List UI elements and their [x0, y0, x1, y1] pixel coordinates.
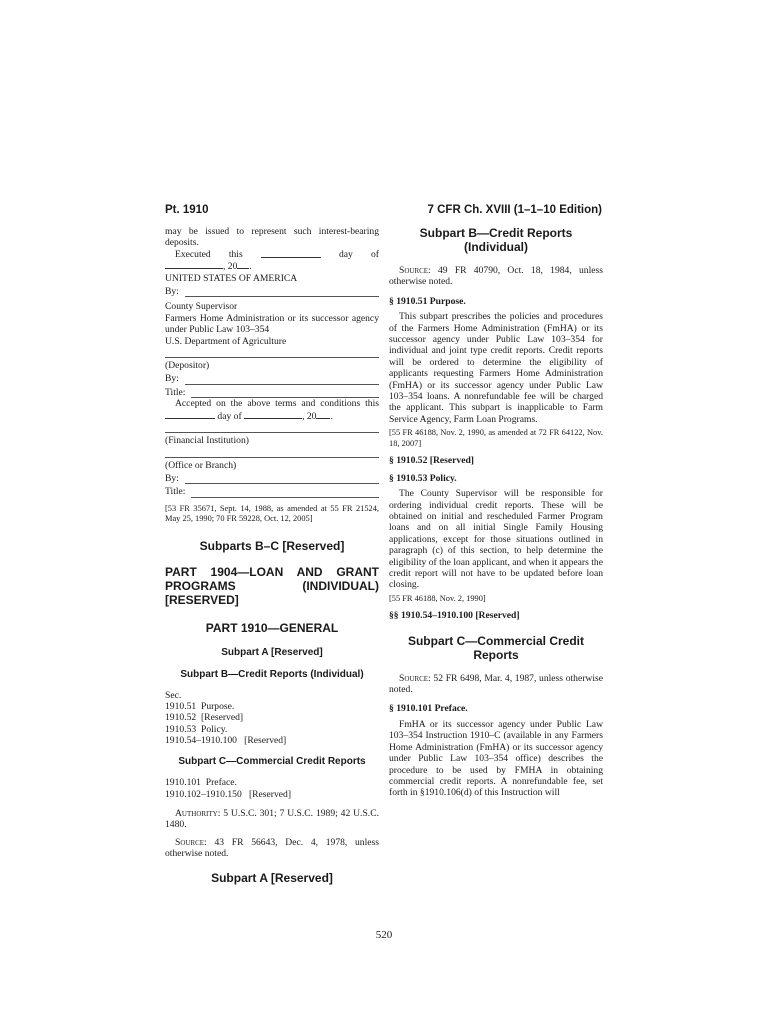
accepted-year-blank[interactable]	[316, 410, 330, 419]
executed-line	[165, 249, 379, 260]
executed-of: of	[371, 248, 379, 260]
running-header-left: Pt. 1910	[165, 204, 209, 216]
depositor-signature-line[interactable]	[165, 347, 379, 358]
part-1904-heading: PART 1904—LOAN AND GRANT PROGRAMS (INDIVIDUAL) [RESERVED]	[165, 564, 379, 607]
year-blank[interactable]	[237, 260, 249, 269]
accepted-month-blank[interactable]	[244, 410, 302, 419]
toc-subpart-b	[165, 690, 379, 746]
part-1910-heading: PART 1910—GENERAL	[205, 620, 339, 635]
deposit-paragraph: may be issued to represent such interest-bearing deposits.	[165, 226, 379, 249]
by3-line	[185, 474, 379, 484]
right-column	[389, 226, 603, 799]
usda-line: U.S. Department of Agriculture	[165, 335, 287, 347]
executed-day: day	[339, 248, 353, 260]
executed-date-line	[165, 260, 379, 272]
office-title-field[interactable]	[165, 486, 379, 497]
section-1910-53-citation: [55 FR 46188, Nov. 2, 1990]	[389, 593, 486, 603]
accepted-day-blank[interactable]	[165, 410, 215, 419]
toc-item[interactable]	[165, 789, 379, 800]
section-1910-101-heading: § 1910.101 Preface.	[389, 703, 468, 715]
section-1910-52-heading: § 1910.52 [Reserved]	[389, 455, 474, 467]
toc-title: Purpose.	[200, 701, 235, 713]
section-1910-51-heading: § 1910.51 Purpose.	[389, 295, 466, 307]
authority-text: 5 U.S.C. 301; 7 U.S.C. 1989; 42 U.S.C. 1480.	[165, 807, 379, 831]
toc-num: 1910.102–1910.150	[165, 788, 242, 800]
running-header-right: 7 CFR Ch. XVIII (1–1–10 Edition)	[427, 204, 602, 216]
toc-num: 1910.51	[165, 701, 197, 713]
by3-label: By:	[165, 472, 179, 484]
toc-item[interactable]	[165, 777, 379, 788]
section-1910-101-text: FmHA or its successor agency under Public Law 103–354 Instruction 1910–C (available in any Farmers Home Administration (FmHA) or its successor agency under Public Law 103–354 office) describes the procedure to be used by FMHA in obtaining commercial credit reports. A nonrefundable fee, set forth in §1910.106(d) of this Instruction will	[389, 718, 603, 799]
toc-num: 1910.52	[165, 712, 197, 724]
executed-word: Executed	[175, 248, 211, 260]
executed-period: .	[249, 261, 252, 273]
source-text: 49 FR 40790, Oct. 18, 1984, unless otherwise noted.	[389, 265, 603, 288]
toc-title: Policy.	[200, 723, 228, 735]
by2-label: By:	[165, 373, 179, 385]
toc-num: 1910.101	[165, 777, 201, 789]
authority-note	[165, 808, 379, 831]
by2-line	[185, 375, 379, 385]
by-label: By:	[165, 286, 179, 298]
title-line	[191, 388, 379, 398]
toc-title: Preface.	[205, 777, 237, 789]
title-label: Title:	[165, 386, 186, 398]
authority-label: Authority:	[175, 807, 221, 819]
by-line	[185, 287, 379, 297]
source-label: Source:	[399, 672, 431, 684]
executed-year-prefix: , 20	[223, 261, 238, 273]
office-by-field[interactable]	[165, 473, 379, 484]
accepted-dayof: day of	[217, 410, 242, 422]
source-text: 43 FR 56643, Dec. 4, 1978, unless otherwise noted.	[165, 836, 379, 860]
section-1910-51-text: This subpart prescribes the policies and procedures of the Farmers Home Administration (FmHA) or its successor agency under Public Law 103–354 for individual and joint type credit reports. Credit reports will be ordered to determine the eligibility of applicants requesting Farmers Home Administration (FmHA) or its successor agency under Public Law 103–354 loans. A nonrefundable fee will be charged the applicant. This subpart is inapplicable to Farm Service Agency, Farm Loan Programs.	[389, 311, 603, 425]
section-1910-54-heading: §§ 1910.54–1910.100 [Reserved]	[389, 610, 520, 622]
source-text: 52 FR 6498, Mar. 4, 1987, unless otherwise noted.	[389, 672, 603, 696]
accepted-period: .	[330, 410, 333, 422]
toc-item[interactable]	[165, 724, 379, 735]
toc-num: 1910.54–1910.100	[165, 734, 237, 746]
accepted-year-prefix: 20	[306, 410, 317, 422]
source-note	[165, 837, 379, 860]
subpart-b-toc-heading: Subpart B—Credit Reports (Individual)	[180, 668, 364, 680]
title2-line	[191, 488, 379, 498]
office-signature-line[interactable]	[165, 447, 379, 458]
section-1910-53-heading: § 1910.53 Policy.	[389, 472, 457, 484]
toc-title: [Reserved]	[248, 788, 292, 800]
left-column	[165, 226, 379, 885]
toc-subpart-c	[165, 777, 379, 800]
subpart-a-reserved-heading: Subpart A [Reserved]	[211, 871, 333, 886]
executed-this: this	[228, 248, 243, 260]
toc-num: 1910.53	[165, 723, 197, 735]
financial-signature-line[interactable]	[165, 422, 379, 433]
depositor-by-field[interactable]	[165, 373, 379, 384]
subpart-c-toc-heading: Subpart C—Commercial Credit Reports	[178, 756, 366, 768]
toc-item[interactable]	[165, 701, 379, 712]
month-blank[interactable]	[165, 260, 223, 269]
fmha-agency-line: Farmers Home Administration or its successor agency under Public Law 103–354	[165, 312, 379, 336]
toc-title: [Reserved]	[244, 734, 287, 746]
depositor-title-field[interactable]	[165, 387, 379, 398]
source-label: Source:	[399, 265, 431, 276]
accepted-text: Accepted on the above terms and conditions this	[175, 398, 379, 410]
subpart-b-heading: Subpart B—Credit Reports (Individual)	[419, 226, 573, 254]
toc-item[interactable]	[165, 712, 379, 723]
section-1910-51-citation: [55 FR 46188, Nov. 2, 1990, as amended at 72 FR 64122, Nov. 18, 2007]	[389, 428, 603, 448]
depositor-label: (Depositor)	[165, 360, 210, 372]
section-1910-53-text: The County Supervisor will be responsible for ordering individual credit reports. These will be obtained on initial and rescheduled Farmer Program loans and on all initial Single Family Housing applications, except for those situations outlined in paragraph (c) of this section, to help determine the eligibility of the loan applicant, and when it appears the credit report will not have to be updated before loan closing.	[389, 488, 603, 591]
usa-label: UNITED STATES OF AMERICA	[165, 272, 298, 284]
page-number: 520	[375, 929, 393, 941]
accepted-comma: ,	[302, 410, 305, 422]
source-note-c	[389, 673, 603, 696]
toc-title: [Reserved]	[200, 712, 244, 724]
source-note-b	[389, 265, 603, 288]
sec-label: Sec.	[165, 689, 182, 701]
subpart-c-heading: Subpart C—Commercial Credit Reports	[407, 633, 585, 662]
financial-label: (Financial Institution)	[165, 435, 249, 447]
county-supervisor: County Supervisor	[165, 301, 238, 313]
subpart-a-reserved: Subpart A [Reserved]	[221, 646, 323, 658]
day-blank[interactable]	[261, 249, 321, 258]
subparts-bc-heading: Subparts B–C [Reserved]	[199, 538, 345, 553]
accepted-paragraph	[165, 398, 379, 422]
toc-item[interactable]	[165, 735, 379, 746]
amendment-citation: [53 FR 35671, Sept. 14, 1988, as amended at 55 FR 21524, May 25, 1990; 70 FR 59228, Oct. 12, 2005]	[165, 503, 379, 524]
signature-by-field[interactable]	[165, 286, 379, 297]
title2-label: Title:	[165, 486, 186, 498]
source-label: Source:	[175, 836, 207, 848]
office-label: (Office or Branch)	[165, 459, 237, 471]
